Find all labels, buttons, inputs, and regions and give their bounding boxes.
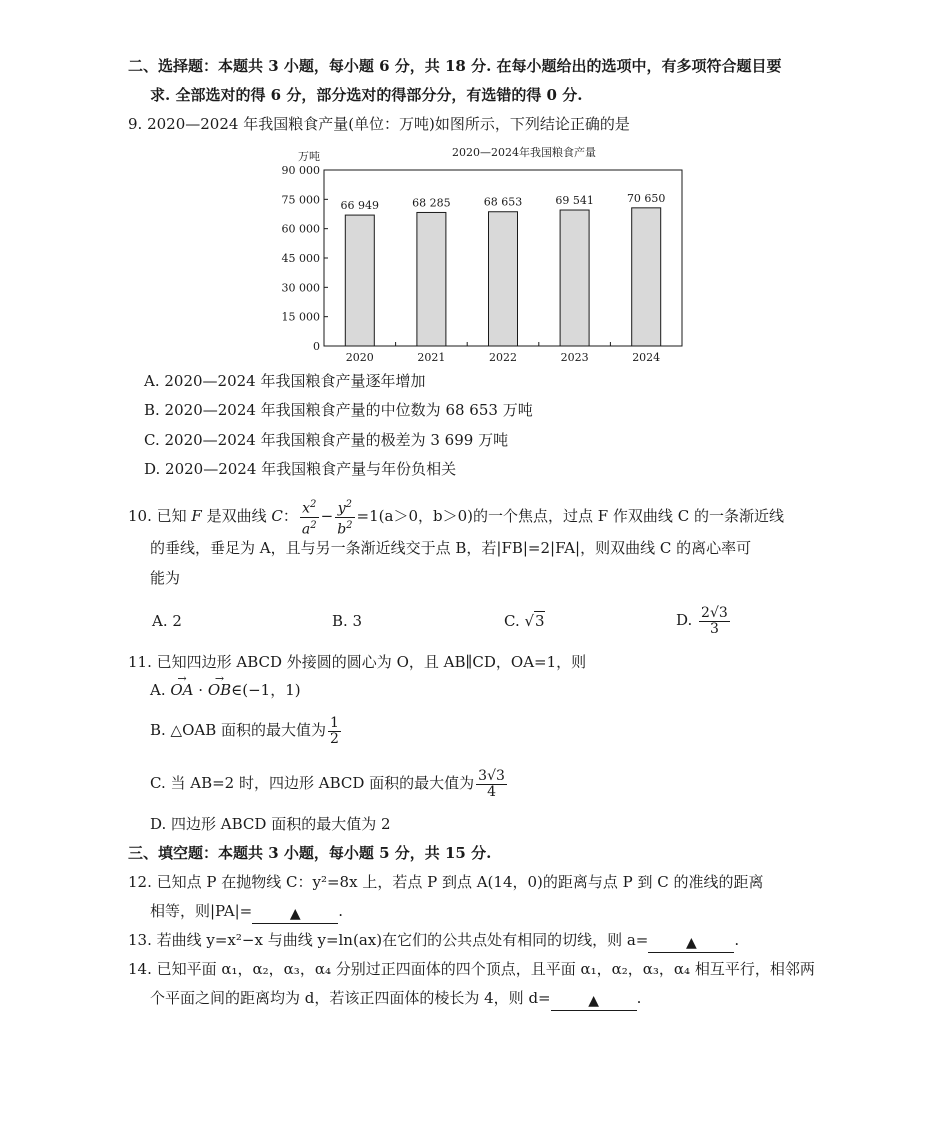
q9-option-c: C. 2020—2024 年我国粮食产量的极差为 3 699 万吨: [144, 431, 509, 449]
q10-option-d-prefix: D.: [676, 611, 698, 629]
y-tick-label: 90 000: [281, 164, 320, 177]
bar-2020: [345, 215, 374, 346]
bar-value-label: 69 541: [555, 194, 594, 208]
chart-y-ticks: [282, 164, 329, 353]
q11-option-a: A. → OA · → OB∈(−1，1): [150, 680, 301, 700]
q10-stem-line2: 的垂线，垂足为 A，且与另一条渐近线交于点 B，若|FB|=2|FA|，则双曲线 C 的离心率可: [150, 539, 752, 557]
q11-option-b-fraction: $\frac{1}{2}$: [330, 714, 339, 747]
bar-value-label: 70 650: [626, 191, 666, 205]
x-tick-label: 2021: [417, 351, 446, 364]
q10-colon: ：: [282, 507, 298, 526]
vector-ob: → OB: [208, 680, 231, 700]
bar-value-label: 68 285: [412, 196, 451, 210]
q12-answer-blank[interactable]: ▲: [252, 905, 338, 924]
chart-title: 2020—2024年我国粮食产量: [452, 146, 596, 159]
vector-oa: → OA: [170, 680, 193, 700]
q14-answer-blank[interactable]: ▲: [551, 992, 637, 1011]
q10-stem-line1: 10. 已知 F 是双曲线 C： $\frac{x^2}{a^2}$ − $\frac{y^2}{b^2}$ =1(a＞0，b＞0)的一个焦点，过点 F 作双曲线 C 的一条渐近线: [128, 499, 784, 538]
q13-answer-blank[interactable]: ▲: [648, 934, 734, 953]
section3-heading: 三、填空题：本题共 3 小题，每小题 5 分，共 15 分.: [128, 844, 492, 862]
y-tick-label: 15 000: [281, 310, 320, 324]
q9-stem: 9. 2020—2024 年我国粮食产量(单位：万吨)如图所示，下列结论正确的是: [128, 115, 630, 133]
q10-condition: =1(a＞0，b＞0)的一个焦点，过点 F 作双曲线 C 的一条渐近线: [356, 507, 784, 526]
bar-2024: [632, 208, 661, 346]
x-tick-label: 2024: [632, 351, 661, 364]
q10-number: 10. 已知: [128, 507, 187, 526]
q11-option-c-fraction: $\frac{3√3}{4}$: [478, 767, 505, 800]
q13-line: 13. 若曲线 y=x²−x 与曲线 y=ln(ax)在它们的公共点处有相同的切线，则 a= ▲ .: [128, 931, 740, 951]
y-tick-label: 75 000: [281, 193, 320, 207]
q11-option-b: B. △OAB 面积的最大值为 $\frac{1}{2}$: [150, 714, 339, 747]
q10-option-c-radicand: 3: [535, 612, 545, 630]
q10-curve-c: C: [271, 507, 283, 526]
y-tick-label: 60 000: [281, 222, 320, 236]
q10-fraction-y: $\frac{y^2}{b^2}$: [337, 499, 353, 538]
q11-option-d: D. 四边形 ABCD 面积的最大值为 2: [150, 815, 391, 833]
chart-bars: [341, 192, 682, 364]
q10-fraction-x: $\frac{x^2}{a^2}$: [301, 499, 317, 538]
q10-option-d: [676, 600, 732, 640]
x-tick-label: 2023: [560, 351, 589, 364]
q10-stem-line3: 能为: [150, 569, 181, 587]
q11-stem: 11. 已知四边形 ABCD 外接圆的圆心为 O，且 AB∥CD，OA=1，则: [128, 653, 587, 671]
q10-option-c-prefix: C.: [504, 612, 525, 630]
grain-output-bar-chart: [278, 142, 698, 364]
q9-option-a: A. 2020—2024 年我国粮食产量逐年增加: [144, 372, 426, 390]
q14-line1: 14. 已知平面 α₁，α₂，α₃，α₄ 分别过正四面体的四个顶点，且平面 α₁，α₂，α₃，α₄ 相互平行，相邻两: [128, 960, 815, 978]
bar-2021: [417, 212, 446, 346]
q14-line2: 个平面之间的距离均为 d，若该正四面体的棱长为 4，则 d= ▲ .: [150, 989, 642, 1009]
section2-heading-line2: 求. 全部选对的得 6 分，部分选对的得部分分，有选错的得 0 分.: [150, 86, 583, 104]
q10-option-c: C. √3: [504, 612, 545, 630]
x-tick-label: 2022: [489, 351, 517, 364]
q10-text-1: 是双曲线: [201, 507, 272, 526]
q9-option-b: B. 2020—2024 年我国粮食产量的中位数为 68 653 万吨: [144, 401, 533, 419]
bar-2022: [489, 212, 518, 346]
y-tick-label: 0: [313, 340, 320, 353]
q10-option-a: A. 2: [152, 612, 182, 630]
bar-value-label: 68 653: [483, 195, 523, 209]
q10-option-d-fraction: $\frac{2√3}{3}$: [701, 604, 728, 637]
q10-option-b: B. 3: [332, 612, 363, 630]
q11-option-c: C. 当 AB=2 时，四边形 ABCD 面积的最大值为 $\frac{3√3}{4}$: [150, 767, 505, 800]
y-tick-label: 45 000: [281, 252, 320, 265]
q10-focus-f: F: [191, 507, 202, 526]
chart-y-axis-label: 万吨: [298, 150, 320, 163]
bar-value-label: 66 949: [340, 199, 380, 213]
y-tick-label: 30 000: [281, 281, 320, 295]
section2-heading-line1: 二、选择题：本题共 3 小题，每小题 6 分，共 18 分. 在每小题给出的选项中，有多项符合题目要: [128, 57, 782, 75]
bar-2023: [560, 210, 589, 346]
q12-line1: 12. 已知点 P 在抛物线 C：y²=8x 上，若点 P 到点 A(14，0)的距离与点 P 到 C 的准线的距离: [128, 873, 764, 891]
q9-option-d: D. 2020—2024 年我国粮食产量与年份负相关: [144, 460, 457, 478]
q12-line2: 相等，则|PA|= ▲ .: [150, 902, 344, 922]
x-tick-label: 2020: [345, 351, 374, 364]
